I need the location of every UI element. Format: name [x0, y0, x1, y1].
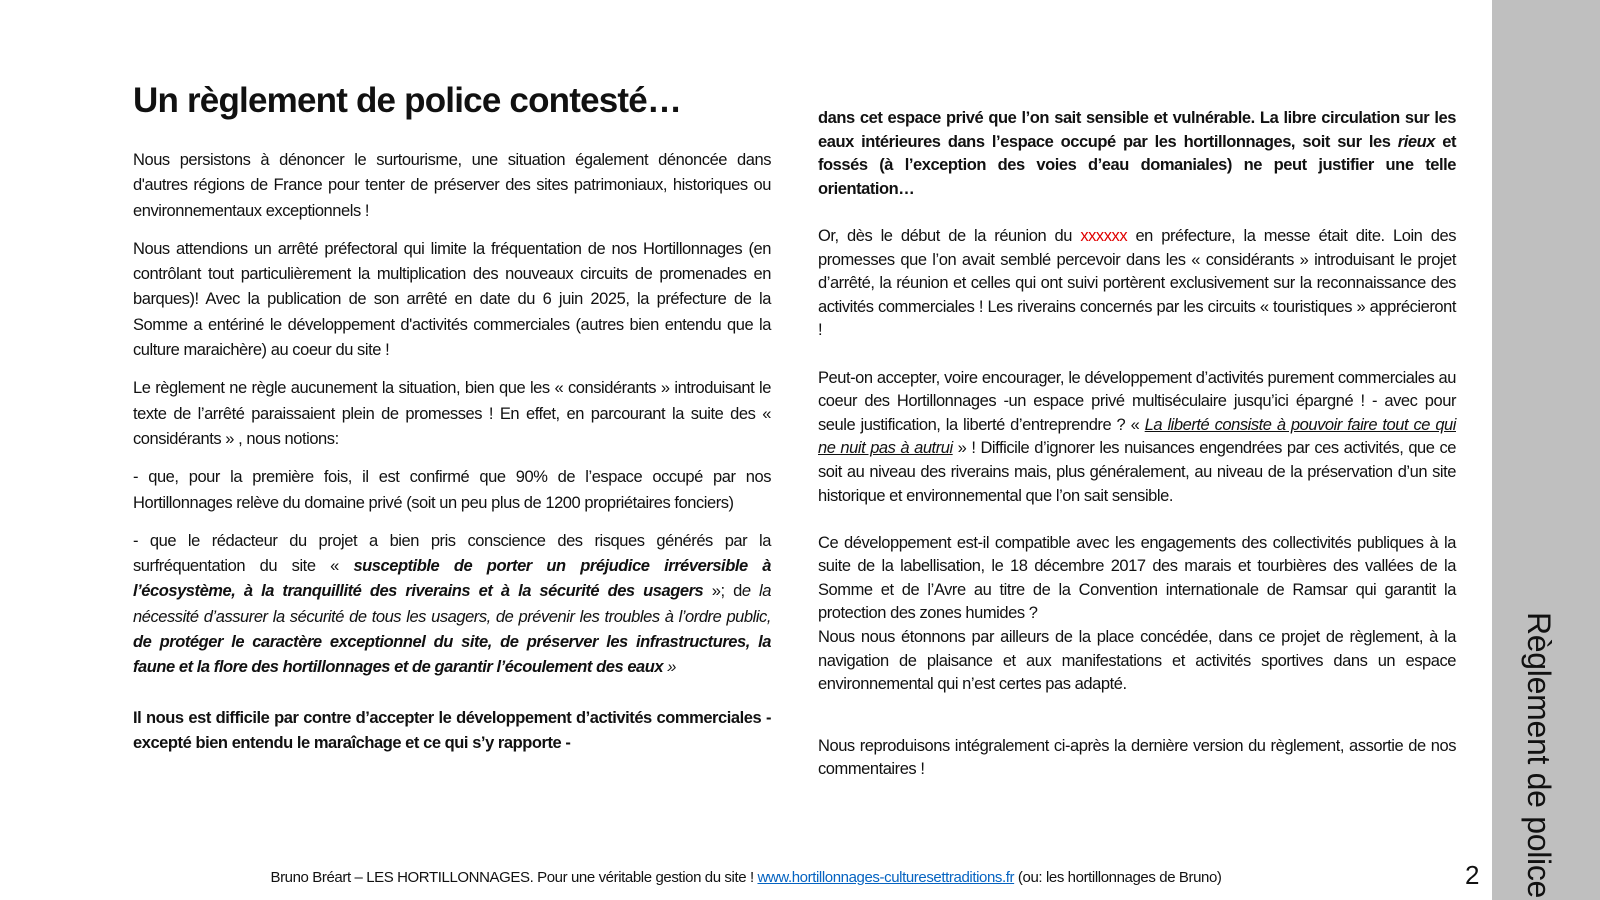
footer-text: (ou: les hortillonnages de Bruno) [1014, 869, 1222, 886]
paragraph: Il nous est difficile par contre d’accepter le développement d’activités commerciales - excepté bien entendu le maraîchage et ce qui s’y rapporte - [133, 708, 771, 752]
paragraph: - que, pour la première fois, il est confirmé que 90% de l’espace occupé par nos Hortillonnages relève du domaine privé (soit un peu plus de 1200 propriétaires fonciers) [133, 468, 771, 512]
quote-italic: e la nécessité d’assurer la sécurité de tous les usagers, de prévenir les troubles à l’ordre public, [133, 582, 771, 626]
text: et fossés (à l’exception des voies d’eau domaniales) ne peut justifier une telle orientation… [818, 132, 1456, 198]
quote-bold: de protéger le caractère exceptionnel du site, de préserver les infrastructures, la faune et la flore des hortillonnages et de garantir l’écoulement des eaux [133, 633, 771, 677]
paragraph: Nous attendions un arrêté préfectoral qui limite la fréquentation de nos Hortillonnages (en contrôlant tout particulièrement la multiplication des nouveaux circuits de promenades en barques)! Avec la publication de son arrêté en date du 6 juin 2025, la préfecture de la Somme a entériné le développement d'activités commerciales (autres bien entendu que la culture maraichère) au coeur du site ! [133, 239, 771, 360]
page-title: Un règlement de police contesté… [133, 81, 682, 120]
text: rieux [1397, 132, 1435, 151]
paragraph: Nous persistons à dénoncer le surtourisme, une situation également dénoncée dans d'autres régions de France pour tenter de préserver des sites patrimoniaux, historiques ou environnementaux exceptionnels ! [133, 151, 771, 220]
footer-text: Bruno Bréart – LES HORTILLONNAGES. Pour une véritable gestion du site ! [270, 869, 758, 886]
page-number: 2 [1465, 860, 1480, 890]
website-link[interactable]: www.hortillonnages-culturesettraditions.fr [757, 869, 1015, 886]
text: en préfecture, la messe était dite. Loin des promesses que l’on avait semblé percevoir dans les « considérants » introduisant le projet d’arrêté, la réunion et celles qui ont suivi portèrent exclusivement sur la reconnaissance des activités commerciales ! Les riverains concernés par les circuits « touristiques » apprécieront ! [818, 226, 1456, 340]
text: - que le rédacteur du projet a bien pris conscience des risques générés par la surfréquentation du site « [133, 531, 771, 576]
footer [0, 869, 1492, 886]
paragraph: Nous nous étonnons par ailleurs de la place concédée, dans ce projet de règlement, à la navigation de plaisance et aux manifestations et activités sportives dans un espace environnemental qui n’est certes pas adapté. [818, 628, 1456, 694]
paragraph [818, 107, 1456, 201]
right-column [818, 107, 1456, 806]
paragraph [133, 529, 771, 681]
quote: La liberté consiste à pouvoir faire tout ce qui ne nuit pas à autrui [818, 415, 1456, 458]
paragraph [818, 367, 1456, 509]
text: dans cet espace privé que l’on sait sensible et vulnérable. La libre circulation sur les eaux intérieures dans l’espace occupé par les hortillonnages, soit sur les [818, 109, 1456, 151]
paragraph [818, 225, 1456, 343]
text: »; d [703, 582, 742, 601]
paragraph: Le règlement ne règle aucunement la situation, bien que les « considérants » introduisant le texte de l’arrêté paraissaient plein de promesses ! En effet, en parcourant la suite des « considérants » , nous notions: [133, 379, 771, 448]
paragraph: Nous reproduisons intégralement ci-après la dernière version du règlement, assortie de nos commentaires ! [818, 736, 1456, 779]
placeholder-date: xxxxxx [1080, 226, 1128, 245]
left-column [133, 80, 771, 769]
text: Peut-on accepter, voire encourager, le développement d’activités purement commerciales au coeur des Hortillonnages -un espace privé multiséculaire jusqu’ici épargné ! - avec pour seule justification, la liberté d’entreprendre ? « [818, 368, 1456, 434]
paragraph: Ce développement est-il compatible avec les engagements des collectivités publiques à la suite de la labellisation, le 18 décembre 2017 des marais et tourbières des vallées de la Somme et de l’Avre au titre de la Convention internationale de Ramsar qui garantit la protection des zones humides ? [818, 533, 1456, 623]
section-title: Règlement de police [1521, 612, 1557, 899]
text: » [663, 658, 677, 677]
text: » ! Difficile d’ignorer les nuisances engendrées par ces activités, que ce soit au niveau des riverains mais, plus généralement, au niveau de la préservation d’un site historique et environnemental que l’on sait sensible. [818, 439, 1456, 505]
text: Or, dès le début de la réunion du [818, 226, 1081, 245]
quote-bold: susceptible de porter un préjudice irréversible à l’écosystème, à la tranquillité des riverains et à la sécurité des usagers [133, 557, 771, 601]
